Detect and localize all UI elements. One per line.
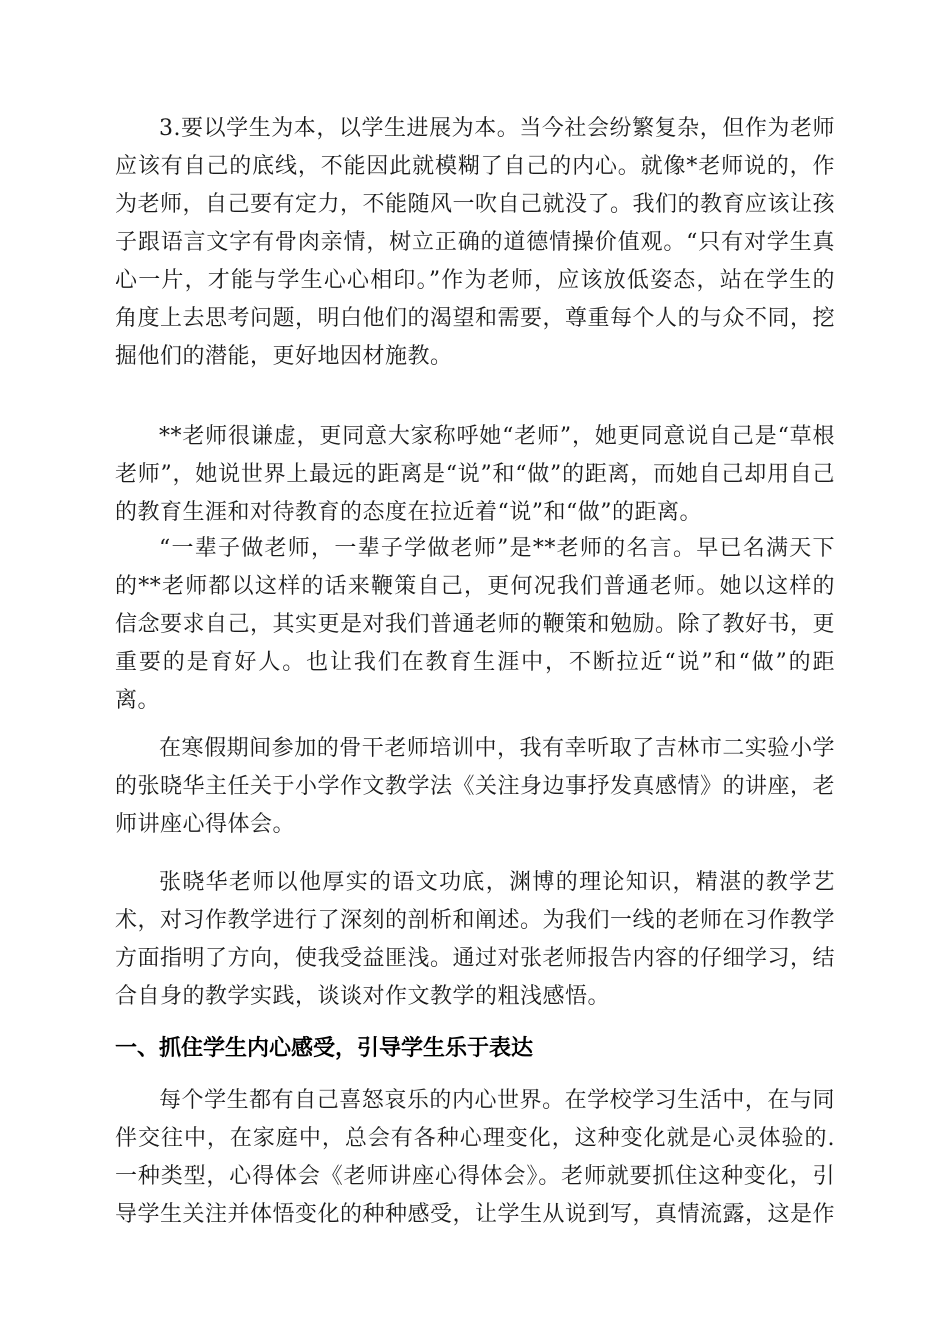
paragraph-inner-feelings: 每个学生都有自己喜怒哀乐的内心世界。在学校学习生活中，在与同伴交往中，在家庭中，总会有各种心理变化，这种变化就是心灵体验的.一种类型，心得体会《老师讲座心得体会》。老师就要抓住这种变化，引导学生关注并体悟变化的种种感受，让学生从说到写，真情流露，这是作: [115, 1088, 836, 1227]
paragraph-winter-training: 在寒假期间参加的骨干老师培训中，我有幸听取了吉林市二实验小学的张晓华主任关于小学作文教学法《关注身边事抒发真感情》的讲座，老师讲座心得体会。: [115, 736, 836, 837]
section-heading: 一、抓住学生内心感受，引导学生乐于表达: [115, 1036, 534, 1061]
paragraph-lifelong-teacher: “一辈子做老师，一辈子学做老师”是**老师的名言。早已名满天下的**老师都以这样的话来鞭策自己，更何况我们普通老师。她以这样的信念要求自己，其实更是对我们普通老师的鞭策和勉励。除了教好书，更重要的是育好人。也让我们在教育生涯中，不断拉近“说”和“做”的距离。: [115, 536, 836, 713]
paragraph-grassroots-teacher: **老师很谦虚，更同意大家称呼她“老师”，她更同意说自己是“草根老师”，她说世界上最远的距离是“说”和“做”的距离，而她自己却用自己的教育生涯和对待教育的态度在拉近着“说”和“做”的距离。: [115, 424, 835, 525]
paragraph-student-centered: 3.要以学生为本，以学生进展为本。当今社会纷繁复杂，但作为老师应该有自己的底线，不能因此就模糊了自己的内心。就像*老师说的，作为老师，自己要有定力，不能随风一吹自己就没了。我们的教育应该让孩子跟语言文字有骨肉亲情，树立正确的道德情操价值观。“只有对学生真心一片，才能与学生心心相印。”作为老师，应该放低姿态，站在学生的角度上去思考问题，明白他们的渴望和需要，尊重每个人的与众不同，挖掘他们的潜能，更好地因材施教。: [115, 116, 836, 369]
paragraph-zhang-xiaohua: 张晓华老师以他厚实的语文功底，渊博的理论知识，精湛的教学艺术，对习作教学进行了深刻的剖析和阐述。为我们一线的老师在习作教学方面指明了方向，使我受益匪浅。通过对张老师报告内容的仔细学习，结合自身的教学实践，谈谈对作文教学的粗浅感悟。: [115, 870, 836, 1009]
